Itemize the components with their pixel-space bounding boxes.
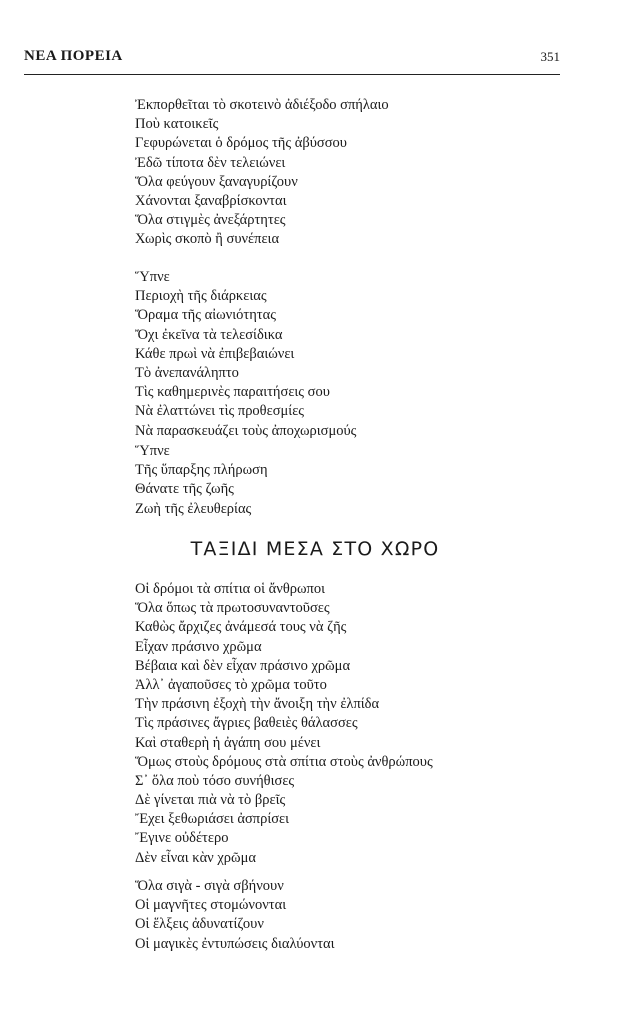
poem-line: Νὰ ἐλαττώνει τὶς προθεσμίες	[135, 403, 305, 420]
poem2-stanza-1	[135, 580, 565, 868]
poem-line: Βέβαια καὶ δὲν εἶχαν πράσινο χρῶμα	[135, 657, 351, 674]
poem-line: Σ᾽ ὅλα ποὺ τόσο συνήθισες	[135, 772, 295, 789]
poem-line: Ζωὴ τῆς ἐλευθερίας	[135, 500, 252, 517]
poem-line: Ὕπνε	[135, 443, 170, 459]
header-rule	[24, 74, 560, 75]
poem-line: Τὸ ἀνεπανάληπτο	[135, 364, 239, 381]
poem-line: Γεφυρώνεται ὁ δρόμος τῆς ἀβύσσου	[135, 135, 347, 152]
poem-line: Οἱ μαγνῆτες στομώνονται	[135, 897, 287, 914]
poem-line: Περιοχὴ τῆς διάρκειας	[135, 288, 267, 305]
poem-stanza-3	[135, 442, 565, 519]
poem-line: Ὄχι ἐκεῖνα τὰ τελεσίδικα	[135, 326, 283, 343]
poem-line: Ὅλα φεύγουν ξαναγυρίζουν	[135, 173, 298, 190]
page-number: 351	[540, 49, 560, 64]
poem-line: Καὶ σταθερὴ ἡ ἀγάπη σου μένει	[135, 734, 321, 751]
poem-line: Ἔχει ξεθωριάσει ἀσπρίσει	[135, 811, 290, 828]
poem-line: Ἀλλ᾽ ἀγαποῦσες τὸ χρῶμα τοῦτο	[135, 676, 327, 693]
poem-line: Ποὺ κατοικεῖς	[135, 116, 219, 133]
poem-line: Ὅλα σιγὰ - σιγὰ σβήνουν	[135, 878, 284, 894]
poem-line: Τὶς πράσινες ἄγριες βαθειὲς θάλασσες	[135, 715, 358, 732]
running-head	[24, 48, 560, 70]
journal-title: ΝΕΑ ΠΟΡΕΙΑ	[24, 48, 123, 64]
poem-line: Οἱ ἕλξεις ἀδυνατίζουν	[135, 916, 264, 933]
poem-line: Τῆς ὕπαρξης πλήρωση	[135, 462, 268, 479]
poem-line: Ἔγινε οὐδέτερο	[135, 830, 229, 847]
poem2-stanza-2	[135, 877, 565, 954]
poem-line: Οἱ δρόμοι τὰ σπίτια οἱ ἄνθρωποι	[135, 581, 326, 597]
poem-line: Ὕπνε	[135, 269, 170, 285]
poem-line: Ἐδῶ τίποτα δὲν τελειώνει	[135, 154, 286, 171]
poem-line: Δὲν εἶναι κὰν χρῶμα	[135, 849, 256, 866]
poem-line: Ὅραμα τῆς αἰωνιότητας	[135, 307, 276, 324]
poem-line: Χάνονται ξαναβρίσκονται	[135, 192, 287, 209]
poem-line: Νὰ παρασκευάζει τοὺς ἀποχωρισμούς	[135, 422, 357, 439]
poem-line: Εἶχαν πράσινο χρῶμα	[135, 638, 262, 655]
poem-line: Χωρὶς σκοπὸ ἢ συνέπεια	[135, 231, 280, 248]
poem-line: Τὴν πράσινη ἐξοχὴ τὴν ἄνοιξη τὴν ἐλπίδα	[135, 696, 380, 713]
poem-line: Ὅλα στιγμὲς ἀνεξάρτητες	[135, 212, 286, 229]
poem-line: Τὶς καθημερινὲς παραιτήσεις σου	[135, 384, 330, 401]
poem-line: Δὲ γίνεται πιὰ νὰ τὸ βρεῖς	[135, 792, 286, 809]
section-title: ΤΑΞΙΔΙ ΜΕΣΑ ΣΤΟ ΧΩΡΟ	[190, 538, 440, 560]
poem-line: Ὅμως στοὺς δρόμους στὰ σπίτια στοὺς ἀνθρώπους	[135, 753, 433, 770]
poem-stanza-1	[135, 96, 565, 250]
poem-stanza-2	[135, 268, 565, 441]
poem-line: Κάθε πρωὶ νὰ ἐπιβεβαιώνει	[135, 345, 295, 362]
poem-line: Καθὼς ἄρχιζες ἀνάμεσά τους νὰ ζῆς	[135, 619, 347, 636]
poem-line: Ἐκπορθεῖται τὸ σκοτεινὸ ἀδιέξοδο σπήλαιο	[135, 97, 389, 113]
poem-line: Ὅλα ὅπως τὰ πρωτοσυναντοῦσες	[135, 600, 330, 617]
poem-line: Θάνατε τῆς ζωῆς	[135, 481, 234, 498]
poem-line: Οἱ μαγικὲς ἐντυπώσεις διαλύονται	[135, 935, 335, 952]
